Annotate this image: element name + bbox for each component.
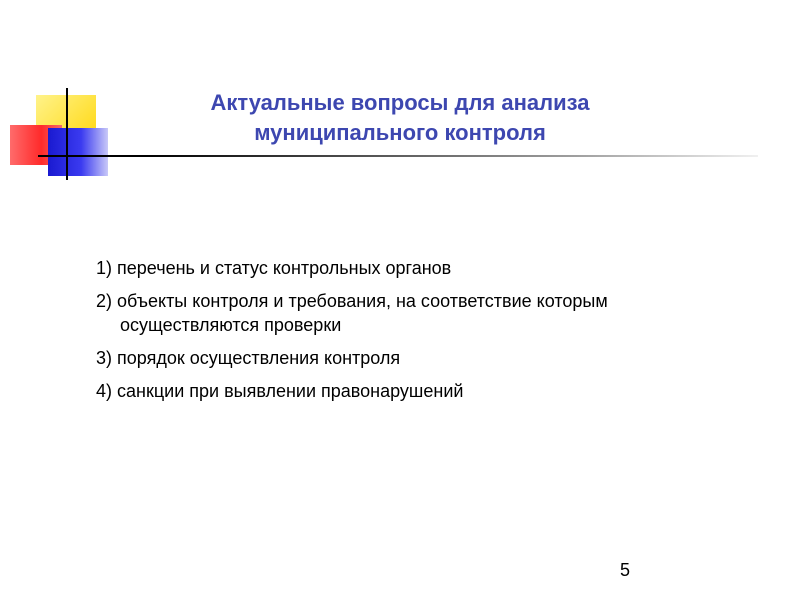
blue-square bbox=[48, 128, 108, 176]
list-item: 4) санкции при выявлении правонарушений bbox=[96, 381, 464, 401]
list-item: 3) порядок осуществления контроля bbox=[96, 348, 401, 368]
vertical-divider-line bbox=[66, 88, 68, 180]
slide-title-line-1: Актуальные вопросы для анализа bbox=[210, 90, 590, 115]
horizontal-divider-line bbox=[38, 155, 758, 157]
question-list bbox=[96, 256, 736, 412]
slide-title bbox=[150, 88, 650, 148]
list-item: 1) перечень и статус контрольных органов bbox=[96, 258, 452, 278]
decorative-squares-logo bbox=[0, 0, 120, 190]
page-number: 5 bbox=[620, 560, 631, 580]
list-item: 2) объекты контроля и требования, на соответствие которым осуществляются проверки bbox=[96, 291, 608, 335]
slide-title-line-2: муниципального контроля bbox=[254, 120, 546, 145]
